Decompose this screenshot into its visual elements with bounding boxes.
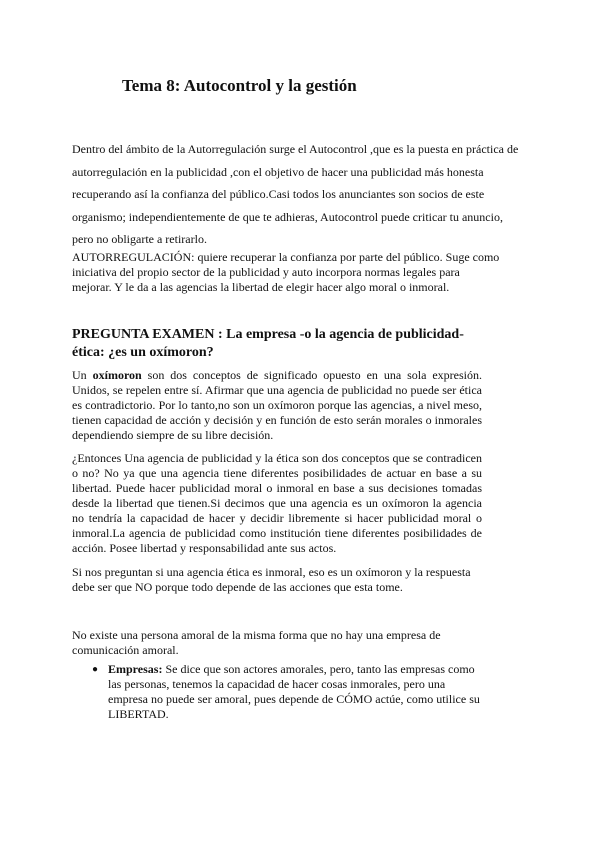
entonces-paragraph: ¿Entonces Una agencia de publicidad y la ética son dos conceptos que se contradicen o no? No ya que una agencia tiene diferentes posibilidades de actuar en base a su libertad. Puede hacer publicidad moral o inmoral en base a sus decisiones tomadas desde la libertad que tienen.Si decimos que una agencia es un oxímoron la agencia no tendría la capacidad de hacer y decidir libremente si hacer publicidad moral o inmoral.La agencia de publicidad como institución tiene diferentes posibilidades de acción. Posee libertad y responsabilidad ante sus actos. bbox=[72, 451, 482, 555]
list-item bbox=[92, 662, 482, 722]
oximoron-rest: son dos conceptos de significado opuesto en una sola expresión. Unidos, se repelen entre sí. Afirmar que una agencia de publicidad no puede ser ética es contradictorio. Por lo tanto,no son un oxímoron porque las agencias, a nivel meso, tienen capacidad de acción y decisión y en función de esto serán morales o inmorales dependiendo siempre de su libre decisión. bbox=[72, 368, 483, 442]
bullet-term: Empresas: bbox=[108, 662, 163, 676]
bullet-list bbox=[92, 662, 482, 722]
autorregulacion-paragraph: AUTORREGULACIÓN: quiere recuperar la confianza por parte del público. Suge como iniciativa del propio sector de la publicidad y auto incorpora normas legales para mejorar. Y le da a las agencias la libertad de elegir hacer algo moral o inmoral. bbox=[72, 250, 500, 294]
bullet-icon: ● bbox=[92, 664, 99, 675]
bullet-text: Se dice que son actores amorales, pero, tanto las empresas como las personas, tenemos la capacidad de hacer cosas inmorales, pero una empresa no puede ser amoral, pues depende de CÓMO actúe, como utilice su LIBERTAD. bbox=[108, 662, 480, 721]
exam-question-heading: PREGUNTA EXAMEN : La empresa -o la agencia de publicidad- ética: ¿es un oxímoron? bbox=[72, 327, 464, 360]
oximoron-term: oxímoron bbox=[92, 368, 142, 382]
oximoron-paragraph bbox=[72, 368, 482, 443]
amoral-paragraph: No existe una persona amoral de la misma forma que no hay una empresa de comunicación amoral. bbox=[72, 628, 441, 657]
pregunta-paragraph: Si nos preguntan si una agencia ética es inmoral, eso es un oxímoron y la respuesta debe ser que NO porque todo depende de las acciones que esta tome. bbox=[72, 565, 471, 594]
intro-paragraph: Dentro del ámbito de la Autorregulación surge el Autocontrol ,que es la puesta en práctica de autorregulación en la publicidad ,con el objetivo de hacer una publicidad más honesta recuperando así la confianza del público.Casi todos los anunciantes son socios de este organismo; independientemente de que te adhieras, Autocontrol puede criticar tu anuncio, pero no obligarte a retirarlo. bbox=[72, 142, 519, 246]
document-title: Tema 8: Autocontrol y la gestión bbox=[122, 76, 357, 95]
oximoron-lead: Un bbox=[72, 368, 93, 382]
